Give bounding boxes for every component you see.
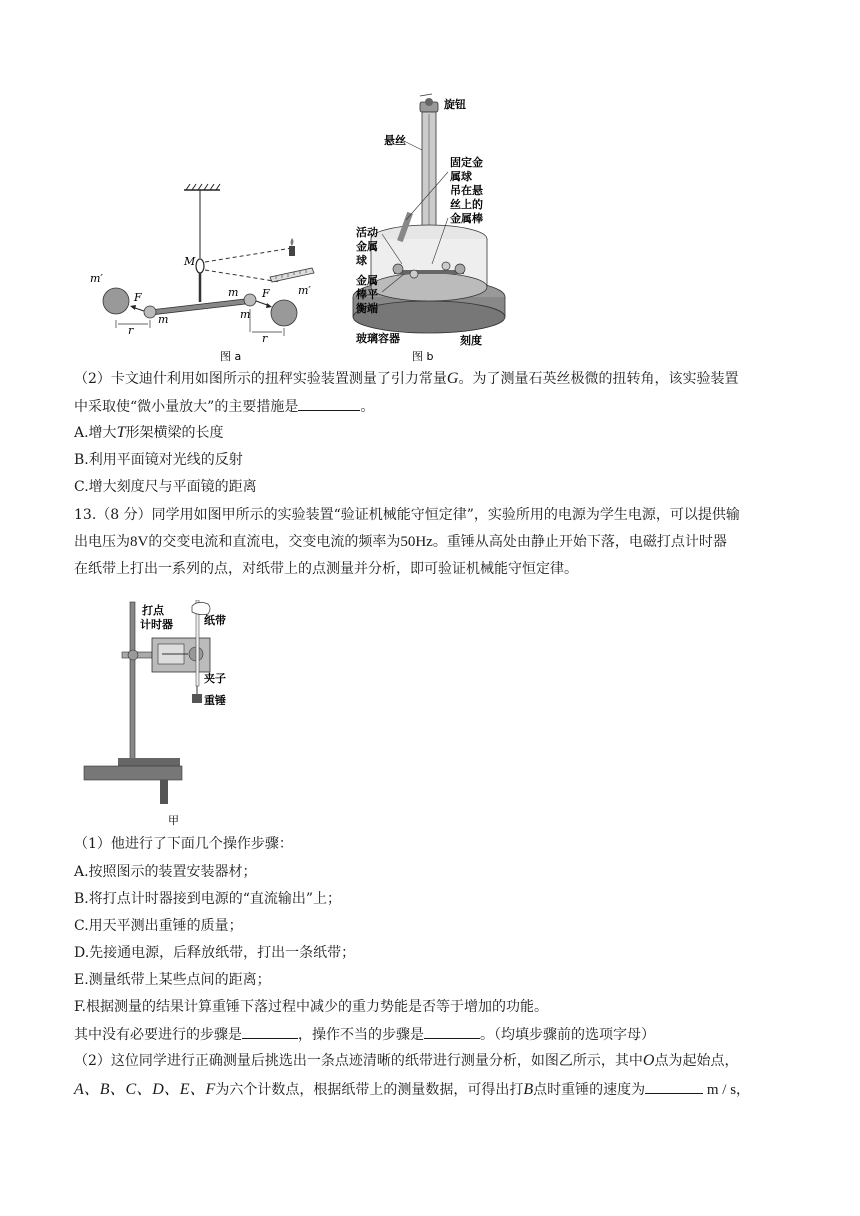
- answer-blank-velocity[interactable]: [645, 1079, 703, 1094]
- q12-2-option-b: B.利用平面镜对光线的反射: [74, 452, 243, 468]
- label-m-left: m: [158, 313, 169, 326]
- label-balance-3: 衡端: [356, 302, 378, 315]
- label-clip: 夹子: [204, 672, 226, 685]
- voltage-value: 8V: [130, 534, 149, 550]
- label-timer-1: 打点: [142, 604, 164, 617]
- label-fixed-ball-2: 属球: [450, 170, 472, 183]
- var-G: G: [446, 370, 459, 387]
- q13-1-step-b: B.将打点计时器接到电源的“直流输出”上；: [74, 891, 342, 907]
- label-r-left: r: [128, 324, 134, 337]
- q13-1-step-f: F.根据测量的结果计算重锤下落过程中减少的重力势能是否等于增加的功能。: [74, 999, 548, 1015]
- q13-1-step-a: A.按照图示的装置安装器材；: [74, 864, 257, 880]
- q13-2-line1-a: （2）这位同学进行正确测量后挑选出一条点迹清晰的纸带进行测量分析，如图乙所示，其中: [74, 1053, 643, 1069]
- option-a-text-b: 形架横梁的长度: [125, 425, 224, 441]
- q12-2-stem-b: 。为了测量石英丝极微的扭转角，该实验装置: [458, 371, 739, 387]
- q12-2-stem-a: （2）卡文迪什利用如图所示的扭秤实验装置测量了引力常量: [74, 371, 447, 387]
- q13-stem-line1: 13.（8 分）同学用如图甲所示的实验装置“验证机械能守恒定律”，实验所用的电源为学生电源，可以提供输: [74, 507, 740, 523]
- option-a-text-a: A.增大: [74, 425, 117, 441]
- q13-2-line1: [74, 1051, 738, 1071]
- figure-b-apparatus: [342, 92, 522, 364]
- figure-group-ab: [80, 92, 520, 364]
- q12-2-stem-line1: [74, 369, 738, 389]
- q13-1-step-c: C.用天平测出重锤的质量；: [74, 918, 243, 934]
- label-M: M: [184, 255, 196, 268]
- label-fixed-ball-1: 固定金: [450, 156, 483, 169]
- label-rod-1: 吊在悬: [450, 184, 483, 197]
- q12-2-option-c: C.增大刻度尺与平面镜的距离: [74, 479, 257, 495]
- label-r-right: r: [262, 332, 268, 345]
- caption-figure-jia: 甲: [168, 814, 179, 827]
- label-F-right: F: [262, 287, 270, 300]
- label-moving-ball-3: 球: [356, 254, 367, 267]
- var-points: A、B、C、D、E、F: [74, 1081, 216, 1098]
- frequency-value: 50Hz: [400, 534, 433, 550]
- q13-1-intro: （1）他进行了下面几个操作步骤：: [74, 836, 293, 852]
- label-scale: 刻度: [460, 334, 482, 347]
- q13-1-ask-c: 。（均填步骤前的选项字母）: [480, 1027, 655, 1043]
- label-glass: 玻璃容器: [356, 332, 400, 345]
- label-m-right: m: [240, 308, 251, 321]
- label-F-left: F: [134, 291, 142, 304]
- q12-2-stem-c: 中采取使“微小量放大”的主要措施是: [74, 399, 299, 415]
- q13-stem-line2: [74, 532, 727, 552]
- q12-2-option-a: [74, 423, 223, 443]
- label-m-right-top: m: [228, 286, 239, 299]
- q13-2-line2: [74, 1079, 750, 1100]
- q13-1-ask: [74, 1024, 655, 1045]
- label-weight: 重锤: [204, 694, 226, 707]
- q13-2-line1-b: 点为起始点，: [654, 1053, 739, 1069]
- label-balance-1: 金属: [356, 274, 378, 287]
- q13-2-line2-a: 为六个计数点，根据纸带上的测量数据，可得出打: [215, 1082, 524, 1098]
- var-T: T: [116, 424, 126, 441]
- label-balance-2: 棒平: [356, 288, 378, 301]
- label-rod-3: 金属棒: [450, 212, 483, 225]
- label-moving-ball-1: 活动: [356, 226, 378, 239]
- q12-2-stem-line2: [74, 396, 374, 417]
- q13-1-ask-a: 其中没有必要进行的步骤是: [74, 1027, 242, 1043]
- label-m-prime-right: m′: [298, 284, 311, 297]
- answer-blank-unnecessary-step[interactable]: [242, 1024, 298, 1039]
- label-moving-ball-2: 金属: [356, 240, 378, 253]
- label-tape: 纸带: [204, 614, 226, 627]
- unit-m-per-s: m / s: [706, 1082, 737, 1098]
- figure-a-torsion-balance: [80, 182, 320, 362]
- q13-1-step-e: E.测量纸带上某些点间的距离；: [74, 972, 271, 988]
- q13-stem-line3: 在纸带上打出一系列的点，对纸带上的点测量并分析，即可验证机械能守恒定律。: [74, 561, 578, 577]
- q13-2-line2-b: 点时重锤的速度为: [533, 1082, 646, 1098]
- label-timer-2: 计时器: [140, 618, 173, 631]
- label-m-prime-left: m′: [90, 272, 103, 285]
- figure-jia-setup: [80, 600, 260, 830]
- q13-1-ask-b: ，操作不当的步骤是: [298, 1027, 424, 1043]
- caption-figure-b: 图 b: [412, 350, 434, 363]
- answer-blank-improper-step[interactable]: [424, 1024, 480, 1039]
- var-B: B: [523, 1081, 534, 1098]
- label-knob: 旋钮: [444, 98, 466, 111]
- q13-stem2-b: 的交变电流和直流电，交变电流的频率为: [148, 534, 401, 550]
- label-wire: 悬丝: [384, 134, 406, 147]
- q13-stem2-c: 。重锤从高处由静止开始下落，电磁打点计时器: [432, 534, 727, 550]
- label-rod-2: 丝上的: [450, 198, 483, 211]
- q13-1-step-d: D.先接通电源，后释放纸带，打出一条纸带；: [74, 945, 356, 961]
- caption-figure-a: 图 a: [220, 350, 242, 362]
- answer-blank-q12[interactable]: [298, 396, 360, 411]
- q13-stem2-a: 出电压为: [74, 534, 130, 550]
- q13-2-line2-c: ，: [736, 1082, 751, 1098]
- q12-2-stem-d: 。: [360, 399, 375, 415]
- var-O: O: [642, 1052, 655, 1069]
